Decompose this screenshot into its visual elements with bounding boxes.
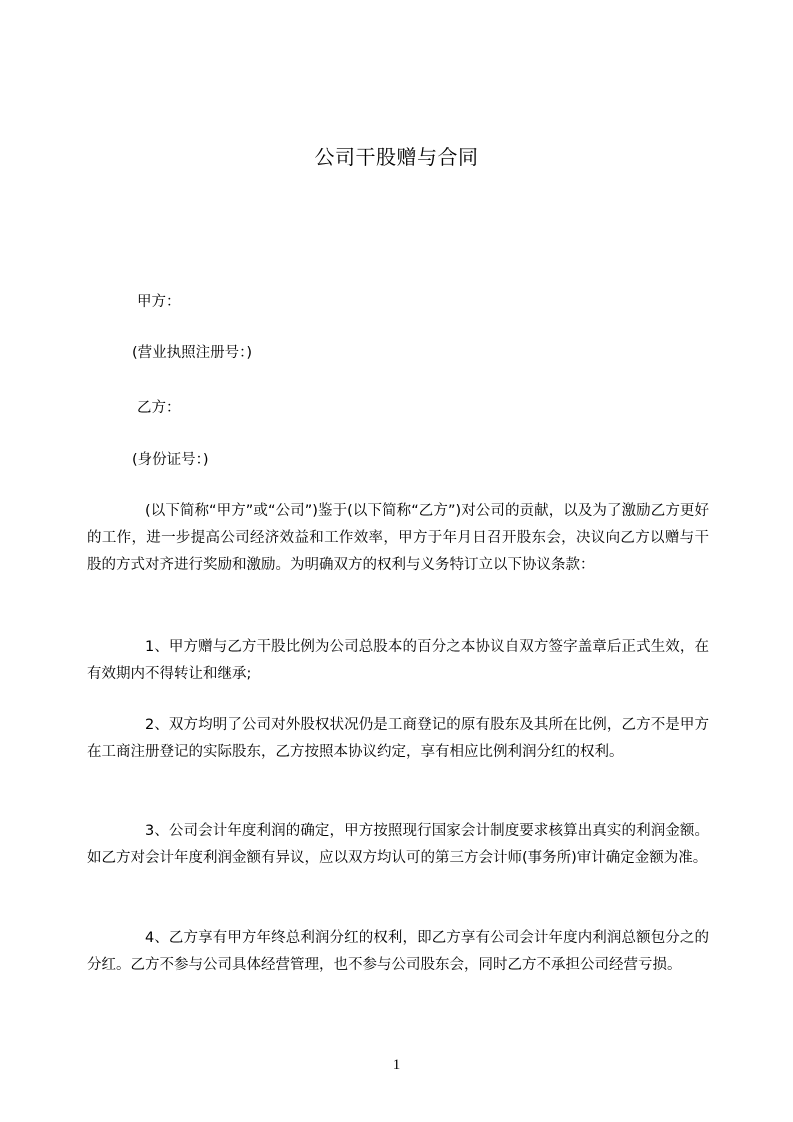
document-title: 公司干股赠与合同: [314, 145, 479, 169]
clause-1-paragraph: 1、甲方赠与乙方干股比例为公司总股本的百分之本协议自双方签字盖章后正式生效，在有效期内不得转让和继承;: [87, 639, 709, 682]
clause-3-paragraph: 3、公司会计年度利润的确定，甲方按照现行国家会计制度要求核算出真实的利润金额。如乙方对会计年度利润金额有异议，应以双方均认可的第三方会计师(事务所)审计确定金额为准。: [87, 823, 709, 866]
party-b-label: 乙方：: [137, 400, 181, 416]
clause-4-paragraph: 4、乙方享有甲方年终总利润分红的权利，即乙方享有公司会计年度内利润总额包分之的分红。乙方不参与公司具体经营管理，也不参与公司股东会，同时乙方不承担公司经营亏损。: [87, 930, 709, 973]
party-a-label: 甲方：: [137, 294, 181, 310]
clause-2-paragraph: 2、双方均明了公司对外股权状况仍是工商登记的原有股东及其所在比例，乙方不是甲方在工商注册登记的实际股东，乙方按照本协议约定，享有相应比例利润分红的权利。: [87, 717, 709, 760]
party-a-license-number: (营业执照注册号：): [132, 345, 253, 361]
page-number: 1: [392, 1057, 401, 1073]
preamble-paragraph: (以下简称“甲方”或“公司”)鉴于(以下简称“乙方”)对公司的贡献，以及为了激励乙方更好的工作，进一步提高公司经济效益和工作效率，甲方于年月日召开股东会，决议向乙方以赠与干股的方式对齐进行奖励和激励。为明确双方的权利与义务特订立以下协议条款：: [87, 503, 709, 573]
party-b-id-number: (身份证号：): [132, 452, 209, 468]
